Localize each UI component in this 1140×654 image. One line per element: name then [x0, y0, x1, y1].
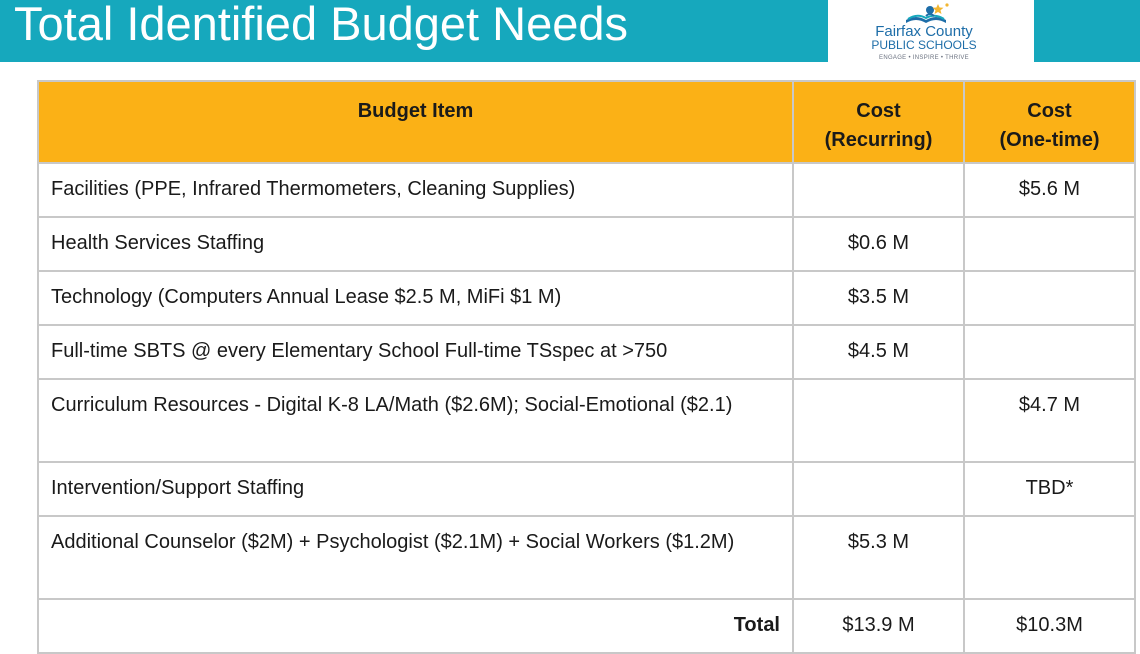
col-header-onetime-line1: Cost: [1027, 100, 1072, 122]
slide-title: Total Identified Budget Needs: [14, 0, 629, 50]
onetime-cost-cell: [964, 217, 1135, 271]
banner-right: [1034, 0, 1140, 62]
recurring-cost-cell: $0.6 M: [793, 217, 964, 271]
budget-item-cell: Additional Counselor ($2M) + Psychologist ($2.1M) + Social Workers ($1.2M): [38, 516, 793, 599]
total-recurring-cell: $13.9 M: [793, 599, 964, 653]
onetime-cost-cell: $4.7 M: [964, 379, 1135, 462]
onetime-cost-cell: [964, 325, 1135, 379]
table-row: [38, 271, 1135, 325]
logo-tagline: ENGAGE • INSPIRE • THRIVE: [879, 55, 969, 61]
recurring-cost-cell: [793, 379, 964, 462]
onetime-cost-cell: [964, 516, 1135, 599]
table-header-row: [38, 81, 1135, 163]
total-label: Total: [38, 599, 793, 653]
budget-table: [37, 80, 1136, 654]
col-header-budget-item: Budget Item: [38, 81, 793, 163]
title-banner: [0, 0, 828, 62]
col-header-recurring-line2: (Recurring): [824, 129, 933, 151]
table-row: [38, 516, 1135, 599]
recurring-cost-cell: $4.5 M: [793, 325, 964, 379]
col-header-recurring-line1: Cost: [856, 100, 901, 122]
budget-item-cell: Health Services Staffing: [38, 217, 793, 271]
col-header-cost-recurring: [793, 81, 964, 163]
total-row: [38, 599, 1135, 653]
onetime-cost-cell: [964, 271, 1135, 325]
col-header-onetime-line2: (One-time): [999, 129, 1100, 151]
budget-item-cell: Facilities (PPE, Infrared Thermometers, Cleaning Supplies): [38, 163, 793, 217]
table-row: [38, 163, 1135, 217]
logo-subtitle: PUBLIC SCHOOLS: [871, 38, 977, 52]
table-row: [38, 379, 1135, 462]
table-row: [38, 325, 1135, 379]
fcps-logo: [840, 0, 1025, 68]
logo-name: Fairfax County: [875, 23, 973, 40]
col-header-cost-onetime: [964, 81, 1135, 163]
onetime-cost-cell: $5.6 M: [964, 163, 1135, 217]
recurring-cost-cell: [793, 462, 964, 516]
budget-item-cell: Intervention/Support Staffing: [38, 462, 793, 516]
budget-item-cell: Technology (Computers Annual Lease $2.5 M, MiFi $1 M): [38, 271, 793, 325]
total-onetime-cell: $10.3M: [964, 599, 1135, 653]
recurring-cost-cell: $5.3 M: [793, 516, 964, 599]
recurring-cost-cell: $3.5 M: [793, 271, 964, 325]
table-row: [38, 462, 1135, 516]
onetime-cost-cell: TBD*: [964, 462, 1135, 516]
budget-item-cell: Full-time SBTS @ every Elementary School Full-time TSspec at >750: [38, 325, 793, 379]
budget-item-cell: Curriculum Resources - Digital K-8 LA/Math ($2.6M); Social-Emotional ($2.1): [38, 379, 793, 462]
recurring-cost-cell: [793, 163, 964, 217]
table-row: [38, 217, 1135, 271]
